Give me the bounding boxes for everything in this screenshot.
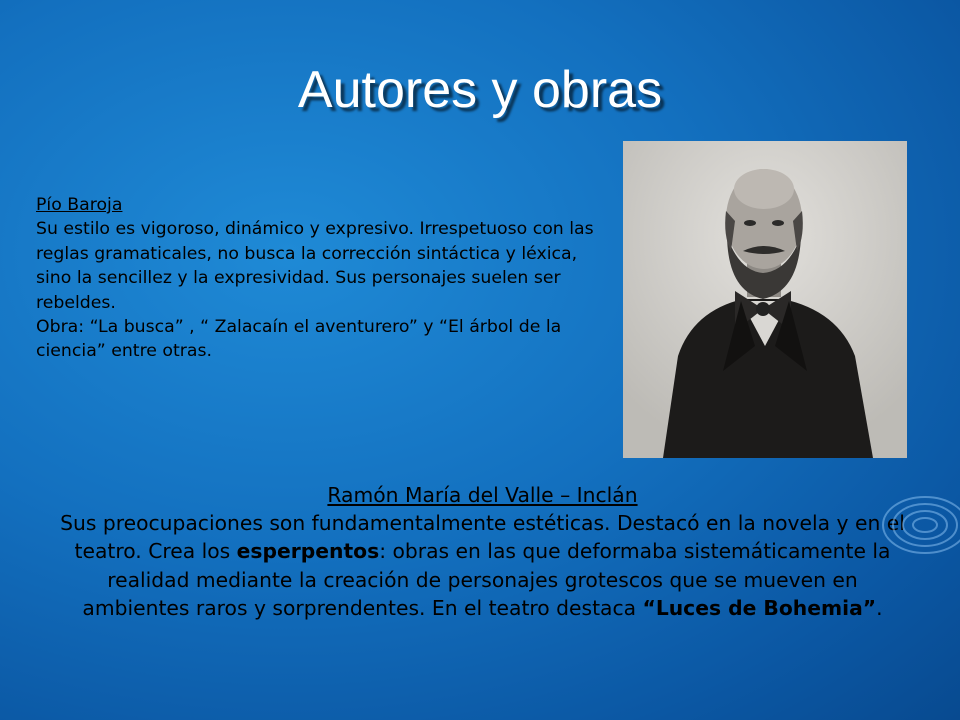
inclan-description — [60, 509, 905, 622]
inclan-text-before: Sus preocupaciones son fundamentalmente estéticas. Destacó en la novela y en el teatro. Crea los — [60, 511, 905, 564]
inclan-text-after: : obras en las que deformaba sistemáticamente la realidad mediante la creación de personajes grotescos que se mueven en ambientes raros y sorprendentes. En el teatro destaca — [82, 539, 891, 620]
valle-inclan-section — [60, 481, 905, 622]
water-ripple-decoration — [880, 480, 960, 590]
baroja-section — [36, 193, 606, 364]
author-portrait-photo — [623, 141, 907, 458]
inclan-end: . — [876, 595, 883, 620]
inclan-name: Ramón María del Valle – Inclán — [327, 483, 638, 507]
portrait-illustration — [623, 141, 907, 458]
baroja-description: Su estilo es vigoroso, dinámico y expresivo. Irrespetuoso con las reglas gramaticales, no busca la corrección sintáctica y léxica, sino la sencillez y la expresividad. Sus personajes suelen ser rebeldes. — [36, 219, 594, 313]
baroja-works: Obra: “La busca” , “ Zalacaín el aventurero” y “El árbol de la ciencia” entre otras. — [36, 317, 562, 362]
slide-title: Autores y obras — [297, 61, 663, 119]
luces-de-bohemia-work: “Luces de Bohemia” — [642, 595, 877, 620]
esperpentos-highlight: esperpentos — [236, 539, 380, 564]
baroja-name: Pío Baroja — [36, 195, 123, 215]
